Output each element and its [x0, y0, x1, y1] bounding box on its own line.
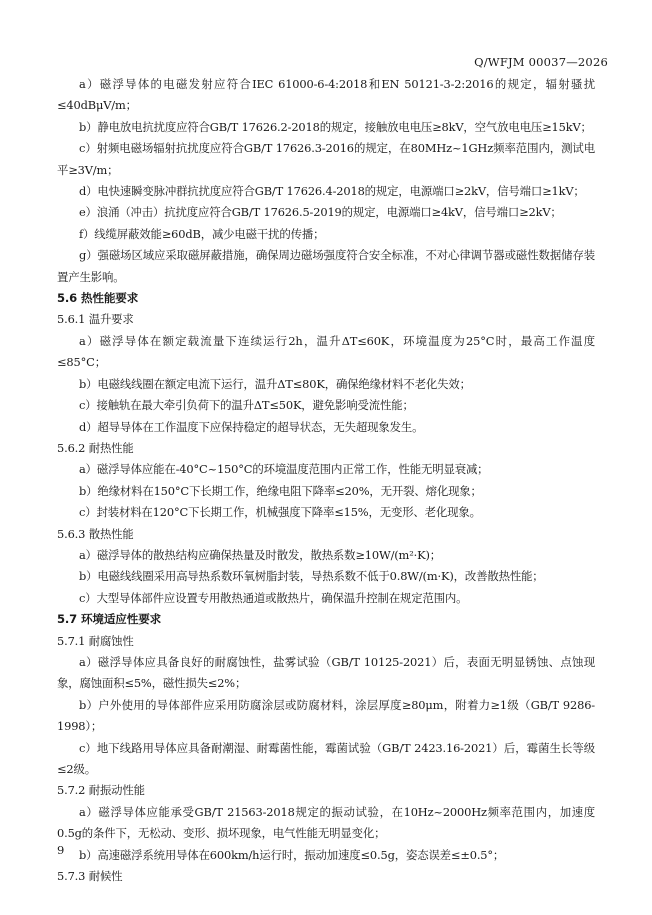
list-item: b）静电放电抗扰度应符合GB/T 17626.2-2018的规定，接触放电电压≥8kV，空气放电电压≥15kV；	[79, 119, 592, 134]
list-item: e）浪涌（冲击）抗扰度应符合GB/T 17626.5-2019的规定，电源端口≥4kV，信号端口≥2kV；	[79, 205, 562, 220]
section-heading-environment: 5.7 环境适应性要求	[57, 612, 162, 627]
subsection-heading-heat-resist: 5.6.2 耐热性能	[57, 440, 134, 455]
list-item: c）地下线路用导体应具备耐潮湿、耐霉菌性能，霉菌试验（GB/T 2423.16-2021）后，霉菌生长等级≤2级。	[57, 740, 595, 776]
page-content	[57, 74, 595, 887]
list-item: c）大型导体部件应设置专用散热通道或散热片，确保温升控制在规定范围内。	[79, 590, 468, 605]
list-item: a）磁浮导体的散热结构应确保热量及时散发，散热系数≥10W/(m²·K)；	[79, 547, 441, 562]
list-item: c）射频电磁场辐射抗扰度应符合GB/T 17626.3-2016的规定，在80MHz~1GHz频率范围内，测试电平≥3V/m；	[57, 141, 595, 177]
list-item: c）封装材料在120°C下长期工作，机械强度下降率≤15%，无变形、老化现象。	[79, 505, 481, 520]
page-number: 9	[57, 843, 65, 857]
list-item: g）强磁场区域应采取磁屏蔽措施，确保周边磁场强度符合安全标准，不对心律调节器或磁性数据储存装置产生影响。	[57, 248, 595, 284]
list-item: a）磁浮导体应能承受GB/T 21563-2018规定的振动试验，在10Hz~2000Hz频率范围内，加速度0.5g的条件下，无松动、变形、损坏现象，电气性能无明显变化；	[57, 804, 595, 841]
list-item: d）超导导体在工作温度下应保持稳定的超导状态，无失超现象发生。	[79, 419, 424, 434]
subsection-heading-vibration: 5.7.2 耐振动性能	[57, 783, 145, 798]
subsection-heading-corrosion: 5.7.1 耐腐蚀性	[57, 633, 134, 648]
list-item: b）电磁线线圈在额定电流下运行，温升ΔT≤80K，确保绝缘材料不老化失效；	[79, 376, 471, 391]
list-item: b）户外使用的导体部件应采用防腐涂层或防腐材料，涂层厚度≥80μm，附着力≥1级（GB/T 9286-1998）；	[57, 697, 595, 734]
list-item: a）磁浮导体的电磁发射应符合IEC 61000-6-4:2018和EN 50121-3-2:2016的规定，辐射骚扰≤40dBμV/m；	[57, 77, 595, 113]
list-item: a）磁浮导体应能在-40°C~150°C的环境温度范围内正常工作，性能无明显衰减；	[79, 462, 489, 477]
list-item: b）电磁线线圈采用高导热系数环氧树脂封装，导热系数不低于0.8W/(m·K)，改善散热性能；	[79, 569, 544, 584]
list-item: d）电快速瞬变脉冲群抗扰度应符合GB/T 17626.4-2018的规定，电源端口≥2kV，信号端口≥1kV；	[79, 184, 585, 199]
list-item: f）线缆屏蔽效能≥60dB，减少电磁干扰的传播；	[79, 226, 325, 241]
list-item: b）高速磁浮系统用导体在600km/h运行时，振动加速度≤0.5g，姿态误差≤±0.5°；	[79, 847, 505, 862]
subsection-heading-temp-rise: 5.6.1 温升要求	[57, 312, 134, 327]
section-heading-thermal: 5.6 热性能要求	[57, 291, 139, 306]
subsection-heading-weather: 5.7.3 耐候性	[57, 869, 123, 884]
subsection-heading-heat-dissipation: 5.6.3 散热性能	[57, 526, 134, 541]
list-item: b）绝缘材料在150°C下长期工作，绝缘电阻下降率≤20%，无开裂、熔化现象；	[79, 483, 482, 498]
list-item: a）磁浮导体在额定载流量下连续运行2h，温升ΔT≤60K，环境温度为25°C时，最高工作温度≤85°C；	[57, 333, 595, 370]
document-code: Q/WFJM 00037—2026	[474, 55, 608, 69]
list-item: c）接触轨在最大牵引负荷下的温升ΔT≤50K，避免影响受流性能；	[79, 398, 414, 413]
list-item: a）磁浮导体应具备良好的耐腐蚀性，盐雾试验（GB/T 10125-2021）后，表面无明显锈蚀、点蚀现象，腐蚀面积≤5%，磁性损失≤2%；	[57, 654, 595, 691]
